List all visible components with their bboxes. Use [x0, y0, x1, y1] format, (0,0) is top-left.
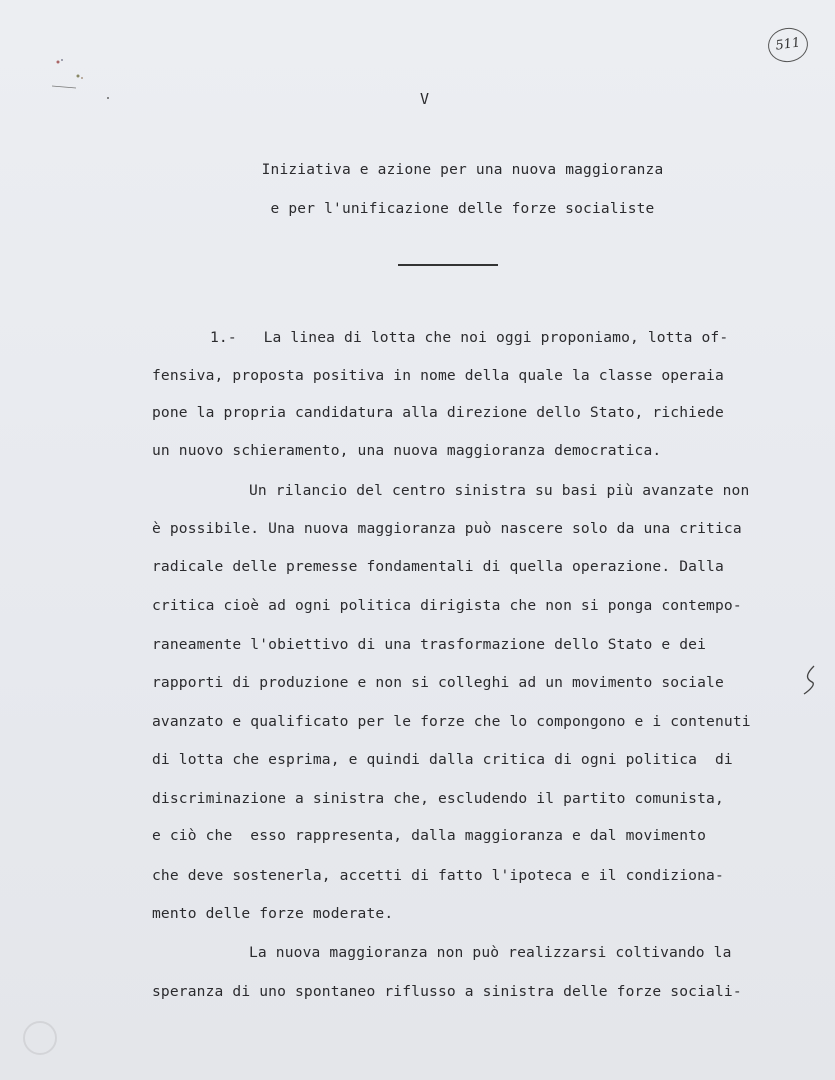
- body-line: speranza di uno spontaneo riflusso a sinistra delle forze sociali-: [152, 983, 742, 1000]
- body-line: La nuova maggioranza non può realizzarsi coltivando la: [249, 944, 732, 961]
- body-line: 1.- La linea di lotta che noi oggi proponiamo, lotta of-: [210, 329, 729, 346]
- chapter-number: V: [419, 90, 430, 108]
- body-line: raneamente l'obiettivo di una trasformazione dello Stato e dei: [152, 636, 707, 653]
- margin-pencil-mark: [800, 664, 820, 696]
- body-line: mento delle forze moderate.: [152, 905, 394, 922]
- body-line: avanzato e qualificato per le forze che lo compongono e i contenuti: [152, 713, 751, 730]
- body-line: di lotta che esprima, e quindi dalla critica di ogni politica di: [152, 751, 733, 768]
- body-line: pone la propria candidatura alla direzione dello Stato, richiede: [152, 404, 724, 421]
- body-line: fensiva, proposta positiva in nome della quale la classe operaia: [152, 367, 724, 384]
- body-line: un nuovo schieramento, una nuova maggioranza democratica.: [152, 442, 662, 459]
- faint-watermark-decoration: [20, 1018, 60, 1058]
- body-line: rapporti di produzione e non si colleghi ad un movimento sociale: [152, 674, 724, 691]
- section-title-line-1: Iniziativa e azione per una nuova maggioranza: [261, 162, 664, 178]
- body-line: Un rilancio del centro sinistra su basi più avanzate non: [249, 482, 750, 499]
- archive-stamp: 511: [766, 25, 810, 64]
- body-line: radicale delle premesse fondamentali di quella operazione. Dalla: [152, 558, 724, 575]
- body-line: è possibile. Una nuova maggioranza può nascere solo da una critica: [152, 520, 742, 537]
- title-underline: [398, 264, 498, 266]
- body-line: e ciò che esso rappresenta, dalla maggioranza e dal movimento: [152, 827, 707, 844]
- body-line: che deve sostenerla, accetti di fatto l'ipoteca e il condiziona-: [152, 867, 724, 884]
- body-line: discriminazione a sinistra che, escludendo il partito comunista,: [152, 790, 724, 807]
- section-title-line-2: e per l'unificazione delle forze socialiste: [270, 201, 655, 217]
- body-line: critica cioè ad ogni politica dirigista che non si ponga contempo-: [152, 597, 742, 614]
